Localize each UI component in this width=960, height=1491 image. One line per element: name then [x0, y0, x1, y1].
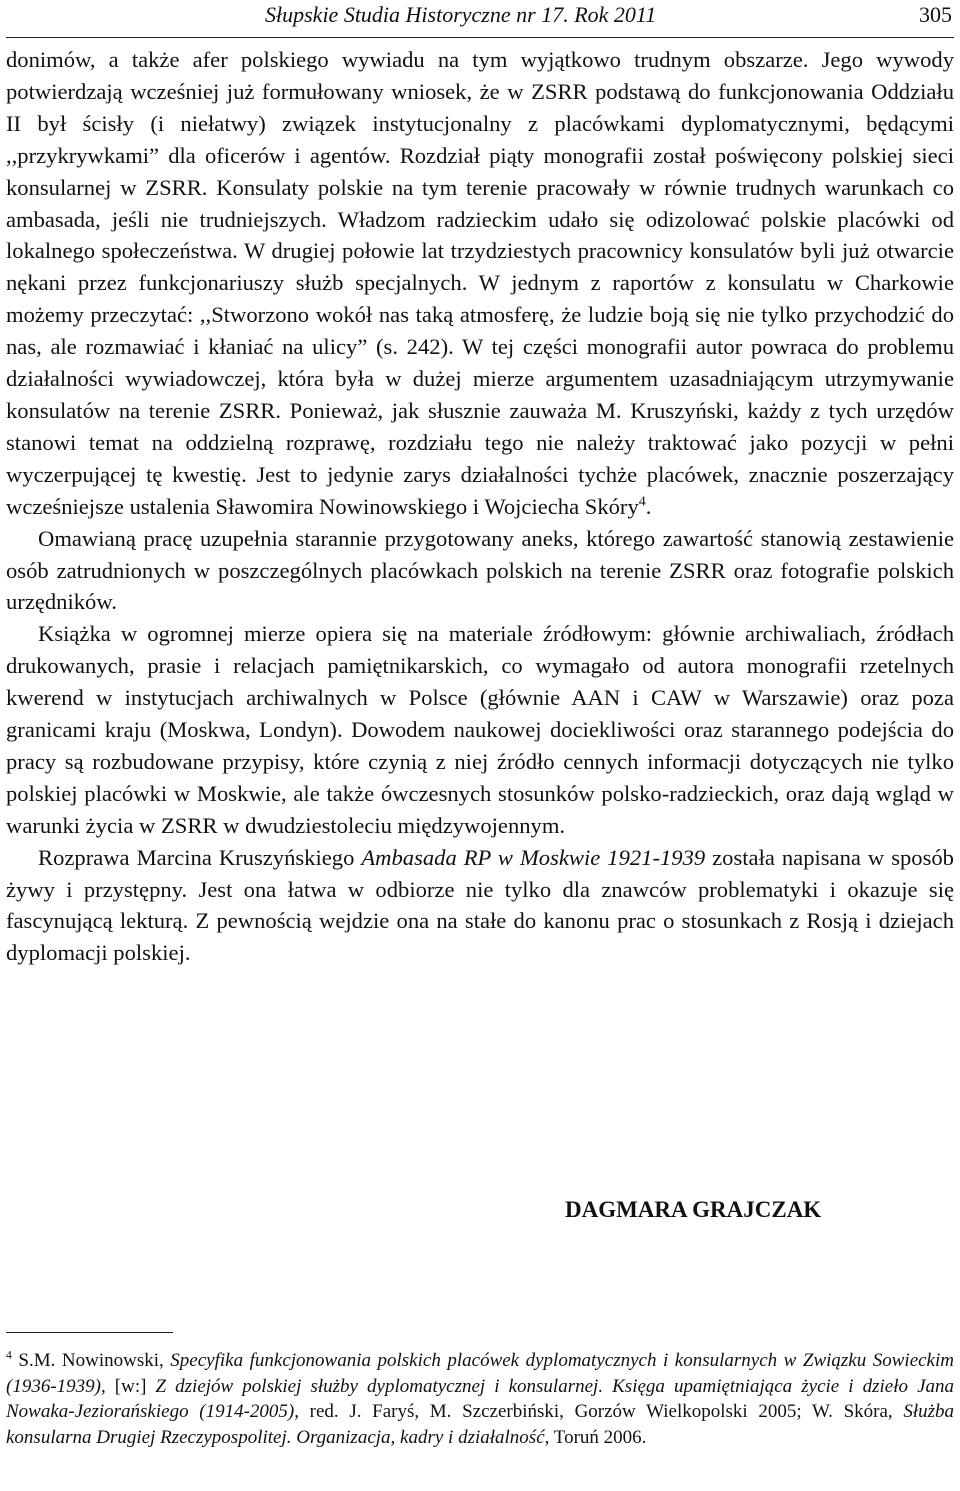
paragraph-1	[6, 44, 954, 523]
paragraph-4-start: Rozprawa Marcina Kruszyńskiego	[38, 844, 362, 870]
review-body	[6, 44, 954, 969]
footnote-number: 4	[6, 1348, 12, 1362]
footnote-title-3: Służba konsularna Drugiej Rzeczypospolitej. Organizacja, kadry i działalność	[6, 1401, 954, 1448]
paragraph-4-end: została napisana w sposób żywy i przystępny. Jest ona łatwa w odbiorze nie tylko dla znawców problematyki i okazuje się fascynującą lekturą. Z pewnością wejdzie ona na stałe do kanonu prac o stosunkach z Rosją i dziejach dyplomacji polskiej.	[6, 844, 954, 966]
paragraph-1-text: donimów, a także afer polskiego wywiadu na tym wyjątkowo trudnym obszarze. Jego wywody potwierdzają wcześniej już formułowany wniosek, że w ZSRR podstawą do funkcjonowania Oddziału II był ścisły (i niełatwy) związek instytucjonalny z placówkami dyplomatycznymi, będącymi ,,przykrywkami” dla oficerów i agentów. Rozdział piąty monografii został poświęcony polskiej sieci konsularnej w ZSRR. Konsulaty polskie na tym terenie pracowały w równie trudnych warunkach co ambasada, jeśli nie trudniejszych. Władzom radzieckim udało się odizolować polskie placówki od lokalnego społeczeństwa. W drugiej połowie lat trzydziestych pracownicy konsulatów byli już otwarcie nękani przez funkcjonariuszy służb specjalnych. W jednym z raportów z konsulatu w Charkowie możemy przeczytać: ,,Stworzono wokół nas taką atmosferę, że ludzie boją się nie tylko przychodzić do nas, ale rozmawiać i kłaniać na ulicy” (s. 242). W tej części monografii autor powraca do problemu działalności wywiadowczej, która była w dużej mierze argumentem uzasadniającym utrzymywanie konsulatów na terenie ZSRR. Ponieważ, jak słusznie zauważa M. Kruszyński, każdy z tych urzędów stanowi temat na oddzielną rozprawę, rozdziału tego nie należy traktować jako pozycji w pełni wyczerpującej tę kwestię. Jest to jedynie zarys działalności tychże placówek, znacznie poszerzający wcześniejsze ustalenia Sławomira Nowinowskiego i Wojciecha Skóry	[6, 47, 954, 519]
header-rule	[6, 37, 954, 38]
footnote-title-2: Z dziejów polskiej służby dyplomatycznej i konsularnej. Księga upamiętniająca życie i dzieło Jana Nowaka-Jeziorańskiego (1914-2005)	[6, 1375, 955, 1422]
page-number: 305	[919, 2, 952, 27]
footnote-text-c: , [w:]	[100, 1375, 156, 1397]
book-title: Ambasada RP w Moskwie 1921-1939	[361, 844, 706, 870]
footnote-ref-4[interactable]: 4	[638, 494, 646, 510]
journal-title: Słupskie Studia Historyczne nr 17. Rok 2011	[265, 2, 657, 27]
footnote-text-a: S.M. Nowinowski,	[11, 1350, 171, 1371]
paragraph-4	[6, 842, 954, 970]
paragraph-3: Książka w ogromnej mierze opiera się na materiale źródłowym: głównie archiwaliach, źródłach drukowanych, prasie i relacjach pamiętnikarskich, co wymagało od autora monografii rzetelnych kwerend w instytucjach archiwalnych w Polsce (głównie AAN i CAW w Warszawie) oraz poza granicami kraju (Moskwa, Londyn). Dowodem naukowej dociekliwości oraz starannego podejścia do pracy są rozbudowane przypisy, które czynią z niej źródło cennych informacji dotyczących nie tylko polskiej placówki w Moskwie, ale także ówczesnych stosunków polsko-radzieckich, oraz dają wgląd w warunki życia w ZSRR w dwudziestoleciu międzywojennym.	[6, 621, 954, 838]
footnote-text-e: , red. J. Faryś, M. Szczerbiński, Gorzów Wielkopolski 2005; W. Skóra,	[294, 1401, 904, 1422]
footnote-text-g: , Toruń 2006.	[544, 1426, 647, 1448]
footnote-4	[6, 1348, 954, 1450]
paragraph-2: Omawianą pracę uzupełnia starannie przygotowany aneks, którego zawartość stanowią zestawienie osób zatrudnionych w poszczególnych placówkach polskich na terenie ZSRR oraz fotografie polskich urzędników.	[6, 525, 954, 615]
running-header	[0, 2, 960, 38]
paragraph-1-end: .	[645, 493, 652, 519]
footnote-title-1: Specyfika funkcjonowania polskich placówek dyplomatycznych i konsularnych w Związku Sowieckim (1936-1939)	[6, 1350, 954, 1397]
review-author: DAGMARA GRAJCZAK	[565, 1197, 822, 1222]
footnote-rule	[6, 1332, 173, 1333]
